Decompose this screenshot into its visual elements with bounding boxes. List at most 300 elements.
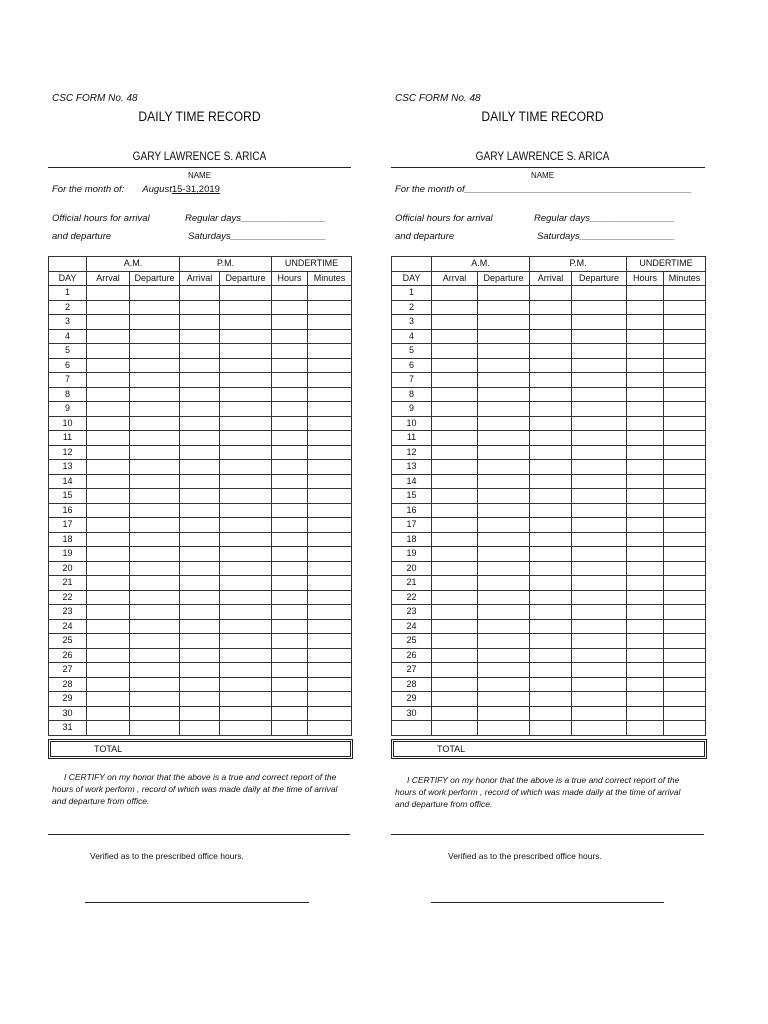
minutes-cell <box>664 431 706 446</box>
header-row-columns <box>392 271 706 286</box>
certification-body: I CERTIFY on my honor that the above is a true and correct report of the hours of work perform , record of which was made daily at the time of arrival and departure from office. <box>395 775 681 809</box>
minutes-cell <box>308 561 352 576</box>
minutes-cell <box>664 416 706 431</box>
pm-departure-cell <box>572 663 627 678</box>
hours-cell <box>272 445 308 460</box>
pm-departure-cell <box>572 329 627 344</box>
am-arrival-cell <box>432 590 478 605</box>
header-day-blank <box>392 257 432 272</box>
am-arrival-cell <box>432 315 478 330</box>
hours-cell <box>627 518 664 533</box>
header-day: DAY <box>392 271 432 286</box>
official-hours-label-2: and departure <box>395 231 455 242</box>
am-departure-cell <box>478 329 530 344</box>
am-departure-cell <box>478 286 530 301</box>
day-number: 22 <box>392 590 432 605</box>
pm-departure-cell <box>572 634 627 649</box>
minutes-cell <box>664 605 706 620</box>
minutes-cell <box>664 692 706 707</box>
total-label: TOTAL <box>437 744 466 754</box>
table-row <box>392 677 706 692</box>
minutes-cell <box>664 300 706 315</box>
minutes-cell <box>308 315 352 330</box>
am-departure-cell <box>130 445 180 460</box>
hours-cell <box>272 706 308 721</box>
am-departure-cell <box>130 503 180 518</box>
table-row <box>49 590 352 605</box>
minutes-cell <box>308 358 352 373</box>
pm-departure-cell <box>220 692 272 707</box>
pm-arrival-cell <box>530 402 572 417</box>
am-departure-cell <box>478 648 530 663</box>
pm-arrival-cell <box>180 677 220 692</box>
table-row <box>392 489 706 504</box>
pm-arrival-cell <box>530 721 572 736</box>
pm-departure-cell <box>220 416 272 431</box>
hours-cell <box>627 387 664 402</box>
pm-departure-cell <box>572 692 627 707</box>
day-number: 6 <box>49 358 87 373</box>
minutes-cell <box>308 590 352 605</box>
am-arrival-cell <box>87 358 130 373</box>
day-number: 13 <box>392 460 432 475</box>
am-arrival-cell <box>87 416 130 431</box>
hours-cell <box>627 373 664 388</box>
table-row <box>49 561 352 576</box>
hours-cell <box>272 561 308 576</box>
am-arrival-cell <box>432 619 478 634</box>
verified-text: Verified as to the prescribed office hours. <box>448 851 602 861</box>
day-number: 4 <box>49 329 87 344</box>
am-arrival-cell <box>432 648 478 663</box>
pm-arrival-cell <box>180 489 220 504</box>
hours-cell <box>627 431 664 446</box>
am-departure-cell <box>130 431 180 446</box>
form-number: CSC FORM No. 48 <box>52 93 138 104</box>
am-arrival-cell <box>87 518 130 533</box>
name-line <box>391 167 705 168</box>
day-number: 16 <box>49 503 87 518</box>
minutes-cell <box>308 677 352 692</box>
table-row <box>392 634 706 649</box>
header-am-arrival: Arrval <box>87 271 130 286</box>
am-arrival-cell <box>432 634 478 649</box>
am-arrival-cell <box>432 721 478 736</box>
pm-arrival-cell <box>530 373 572 388</box>
table-row <box>49 474 352 489</box>
minutes-cell <box>308 518 352 533</box>
pm-departure-cell <box>572 344 627 359</box>
am-arrival-cell <box>432 373 478 388</box>
am-departure-cell <box>478 300 530 315</box>
minutes-cell <box>308 706 352 721</box>
minutes-cell <box>664 315 706 330</box>
minutes-cell <box>308 619 352 634</box>
pm-arrival-cell <box>530 445 572 460</box>
am-departure-cell <box>130 474 180 489</box>
day-number: 1 <box>49 286 87 301</box>
minutes-cell <box>308 503 352 518</box>
minutes-cell <box>308 416 352 431</box>
day-number: 18 <box>392 532 432 547</box>
pm-departure-cell <box>220 431 272 446</box>
am-arrival-cell <box>87 677 130 692</box>
minutes-cell <box>664 358 706 373</box>
table-row <box>49 532 352 547</box>
pm-arrival-cell <box>530 329 572 344</box>
table-row <box>49 387 352 402</box>
pm-departure-cell <box>572 503 627 518</box>
pm-departure-cell <box>572 358 627 373</box>
day-number: 2 <box>49 300 87 315</box>
am-departure-cell <box>478 721 530 736</box>
header-am-departure: Departure <box>478 271 530 286</box>
hours-cell <box>627 489 664 504</box>
am-departure-cell <box>478 619 530 634</box>
hours-cell <box>627 706 664 721</box>
pm-departure-cell <box>572 373 627 388</box>
hours-cell <box>627 358 664 373</box>
pm-arrival-cell <box>530 503 572 518</box>
pm-departure-cell <box>572 561 627 576</box>
pm-departure-cell <box>572 300 627 315</box>
pm-departure-cell <box>220 460 272 475</box>
header-row-groups <box>392 257 706 272</box>
hours-cell <box>627 416 664 431</box>
pm-departure-cell <box>572 474 627 489</box>
pm-arrival-cell <box>530 286 572 301</box>
am-departure-cell <box>130 387 180 402</box>
pm-arrival-cell <box>530 532 572 547</box>
am-arrival-cell <box>87 489 130 504</box>
minutes-cell <box>664 460 706 475</box>
pm-arrival-cell <box>180 300 220 315</box>
supervisor-signature-line <box>431 902 664 903</box>
day-number: 15 <box>49 489 87 504</box>
minutes-cell <box>308 431 352 446</box>
minutes-cell <box>308 460 352 475</box>
official-hours-label: Official hours for arrival <box>395 213 493 224</box>
am-arrival-cell <box>432 358 478 373</box>
day-number: 25 <box>392 634 432 649</box>
pm-departure-cell <box>572 518 627 533</box>
table-row <box>392 547 706 562</box>
minutes-cell <box>308 489 352 504</box>
pm-arrival-cell <box>180 329 220 344</box>
day-number: 24 <box>49 619 87 634</box>
table-row <box>49 344 352 359</box>
pm-arrival-cell <box>180 402 220 417</box>
day-number: 7 <box>392 373 432 388</box>
hours-cell <box>627 445 664 460</box>
pm-arrival-cell <box>180 561 220 576</box>
day-number: 12 <box>49 445 87 460</box>
day-number: 16 <box>392 503 432 518</box>
hours-cell <box>627 576 664 591</box>
minutes-cell <box>664 445 706 460</box>
hours-cell <box>272 648 308 663</box>
pm-departure-cell <box>220 402 272 417</box>
day-number: 6 <box>392 358 432 373</box>
day-number: 26 <box>49 648 87 663</box>
pm-departure-cell <box>572 619 627 634</box>
table-row <box>49 619 352 634</box>
pm-arrival-cell <box>530 358 572 373</box>
am-arrival-cell <box>87 663 130 678</box>
pm-arrival-cell <box>530 561 572 576</box>
am-arrival-cell <box>432 663 478 678</box>
pm-arrival-cell <box>530 663 572 678</box>
am-arrival-cell <box>87 344 130 359</box>
minutes-cell <box>664 329 706 344</box>
table-row <box>392 300 706 315</box>
month-row <box>52 184 220 195</box>
header-minutes: Minutes <box>664 271 706 286</box>
day-number: 26 <box>392 648 432 663</box>
pm-departure-cell <box>220 358 272 373</box>
table-row <box>392 663 706 678</box>
pm-departure-cell <box>220 721 272 736</box>
am-departure-cell <box>130 416 180 431</box>
am-arrival-cell <box>432 460 478 475</box>
pm-arrival-cell <box>530 387 572 402</box>
pm-departure-cell <box>572 677 627 692</box>
am-departure-cell <box>478 474 530 489</box>
minutes-cell <box>664 706 706 721</box>
pm-arrival-cell <box>180 590 220 605</box>
day-number: 17 <box>392 518 432 533</box>
table-row <box>392 590 706 605</box>
table-body <box>392 257 706 736</box>
am-arrival-cell <box>432 474 478 489</box>
hours-cell <box>272 373 308 388</box>
table-row <box>49 315 352 330</box>
header-row-columns <box>49 271 352 286</box>
day-number: 9 <box>392 402 432 417</box>
table-row <box>392 605 706 620</box>
am-arrival-cell <box>432 706 478 721</box>
am-departure-cell <box>130 532 180 547</box>
table-row <box>392 503 706 518</box>
hours-cell <box>272 547 308 562</box>
am-departure-cell <box>478 373 530 388</box>
total-row <box>391 739 707 759</box>
am-departure-cell <box>478 663 530 678</box>
minutes-cell <box>308 286 352 301</box>
table-row <box>49 489 352 504</box>
table-row <box>49 358 352 373</box>
table-row <box>49 663 352 678</box>
am-arrival-cell <box>87 503 130 518</box>
minutes-cell <box>664 590 706 605</box>
am-arrival-cell <box>432 518 478 533</box>
pm-arrival-cell <box>530 648 572 663</box>
minutes-cell <box>664 634 706 649</box>
dtr-form-right <box>391 0 711 1024</box>
minutes-cell <box>664 561 706 576</box>
am-arrival-cell <box>87 605 130 620</box>
table-row <box>49 402 352 417</box>
day-number: 5 <box>49 344 87 359</box>
am-arrival-cell <box>432 416 478 431</box>
hours-cell <box>272 634 308 649</box>
pm-arrival-cell <box>180 503 220 518</box>
pm-departure-cell <box>220 590 272 605</box>
pm-departure-cell <box>220 315 272 330</box>
pm-arrival-cell <box>530 619 572 634</box>
form-title: DAILY TIME RECORD <box>481 109 604 124</box>
minutes-cell <box>664 648 706 663</box>
table-row <box>49 431 352 446</box>
day-number: 13 <box>49 460 87 475</box>
time-record-table <box>391 256 706 736</box>
pm-arrival-cell <box>530 576 572 591</box>
pm-arrival-cell <box>180 315 220 330</box>
hours-cell <box>272 518 308 533</box>
hours-cell <box>627 402 664 417</box>
am-arrival-cell <box>87 590 130 605</box>
hours-cell <box>272 431 308 446</box>
table-row <box>392 576 706 591</box>
minutes-cell <box>664 518 706 533</box>
am-departure-cell <box>130 373 180 388</box>
am-arrival-cell <box>87 547 130 562</box>
minutes-cell <box>308 329 352 344</box>
table-row <box>392 518 706 533</box>
header-minutes: Minutes <box>308 271 352 286</box>
header-hours: Hours <box>627 271 664 286</box>
minutes-cell <box>664 532 706 547</box>
day-number: 23 <box>49 605 87 620</box>
table-row <box>49 373 352 388</box>
pm-departure-cell <box>572 706 627 721</box>
am-departure-cell <box>478 402 530 417</box>
minutes-cell <box>664 576 706 591</box>
certification-text <box>52 771 352 807</box>
am-departure-cell <box>478 576 530 591</box>
table-row <box>392 387 706 402</box>
hours-cell <box>272 605 308 620</box>
hours-cell <box>627 590 664 605</box>
header-pm: P.M. <box>180 257 272 272</box>
am-arrival-cell <box>87 300 130 315</box>
am-arrival-cell <box>432 605 478 620</box>
day-number: 8 <box>49 387 87 402</box>
day-number: 27 <box>392 663 432 678</box>
am-departure-cell <box>130 648 180 663</box>
am-arrival-cell <box>87 286 130 301</box>
day-number: 22 <box>49 590 87 605</box>
pm-arrival-cell <box>530 547 572 562</box>
hours-cell <box>627 460 664 475</box>
month-detail: 15-31,2019 <box>171 184 220 195</box>
hours-cell <box>272 344 308 359</box>
verified-text: Verified as to the prescribed office hours. <box>90 851 244 861</box>
am-arrival-cell <box>432 431 478 446</box>
pm-arrival-cell <box>180 387 220 402</box>
certification-text <box>395 774 695 810</box>
table-row <box>49 286 352 301</box>
pm-arrival-cell <box>530 489 572 504</box>
am-arrival-cell <box>432 503 478 518</box>
am-arrival-cell <box>87 445 130 460</box>
day-number: 15 <box>392 489 432 504</box>
pm-arrival-cell <box>180 663 220 678</box>
hours-cell <box>272 402 308 417</box>
name-line <box>48 167 351 168</box>
hours-cell <box>272 300 308 315</box>
header-pm: P.M. <box>530 257 627 272</box>
month-label: For the month of___________________________________________ <box>395 184 692 195</box>
table-row <box>392 344 706 359</box>
certification-body: I CERTIFY on my honor that the above is a true and correct report of the hours of work perform , record of which was made daily at the time of arrival and departure from office. <box>52 772 338 806</box>
hours-cell <box>272 721 308 736</box>
day-number: 19 <box>392 547 432 562</box>
table-row <box>49 692 352 707</box>
am-departure-cell <box>130 460 180 475</box>
table-row <box>49 576 352 591</box>
saturdays: Saturdays__________________ <box>537 231 675 242</box>
pm-arrival-cell <box>530 416 572 431</box>
pm-departure-cell <box>220 561 272 576</box>
pm-arrival-cell <box>530 605 572 620</box>
minutes-cell <box>308 648 352 663</box>
pm-arrival-cell <box>530 300 572 315</box>
header-day: DAY <box>49 271 87 286</box>
header-am: A.M. <box>87 257 180 272</box>
table-row <box>392 474 706 489</box>
hours-cell <box>627 547 664 562</box>
pm-arrival-cell <box>530 706 572 721</box>
pm-arrival-cell <box>530 460 572 475</box>
name-caption: NAME <box>187 171 212 180</box>
am-arrival-cell <box>432 532 478 547</box>
pm-departure-cell <box>572 402 627 417</box>
hours-cell <box>627 315 664 330</box>
am-departure-cell <box>478 344 530 359</box>
am-arrival-cell <box>432 286 478 301</box>
pm-arrival-cell <box>530 315 572 330</box>
minutes-cell <box>664 489 706 504</box>
day-number: 21 <box>49 576 87 591</box>
pm-departure-cell <box>572 315 627 330</box>
header-hours: Hours <box>272 271 308 286</box>
day-number: 29 <box>49 692 87 707</box>
table-row <box>49 706 352 721</box>
am-departure-cell <box>478 416 530 431</box>
table-row <box>49 634 352 649</box>
pm-departure-cell <box>220 387 272 402</box>
am-departure-cell <box>478 387 530 402</box>
table-row <box>49 445 352 460</box>
am-departure-cell <box>130 576 180 591</box>
am-arrival-cell <box>432 402 478 417</box>
hours-cell <box>627 532 664 547</box>
pm-arrival-cell <box>180 416 220 431</box>
hours-cell <box>627 503 664 518</box>
month-value: August <box>142 184 172 195</box>
table-row <box>392 445 706 460</box>
pm-arrival-cell <box>180 286 220 301</box>
minutes-cell <box>308 402 352 417</box>
form-title: DAILY TIME RECORD <box>138 109 261 124</box>
am-departure-cell <box>130 402 180 417</box>
pm-arrival-cell <box>530 474 572 489</box>
table-row <box>392 402 706 417</box>
am-arrival-cell <box>432 677 478 692</box>
am-departure-cell <box>130 619 180 634</box>
am-arrival-cell <box>432 300 478 315</box>
